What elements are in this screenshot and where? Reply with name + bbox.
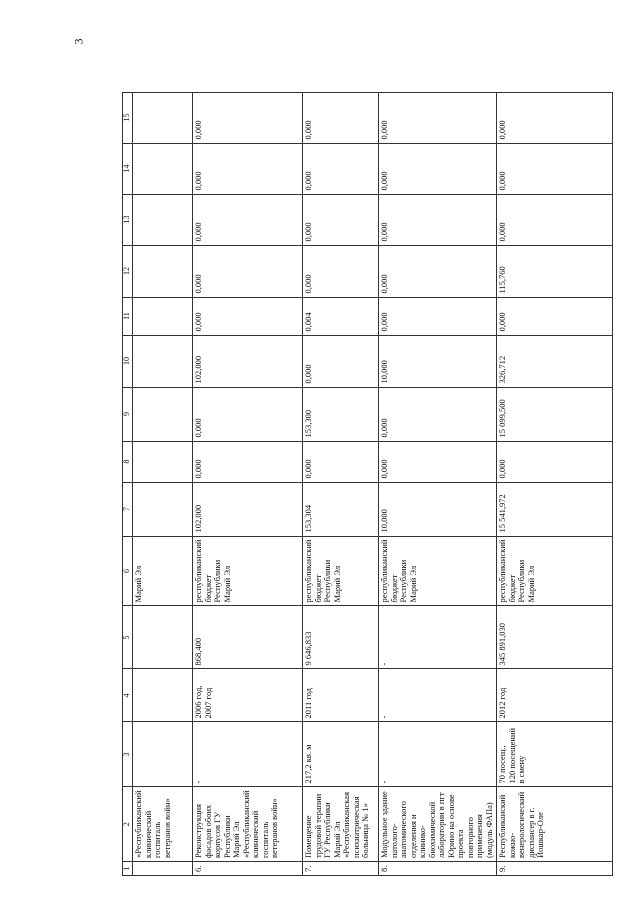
table-cell-col2: [303, 787, 379, 862]
cell-text: 102,000: [193, 355, 203, 384]
cell-text: 0,000: [193, 459, 203, 479]
table-cell-col14: [133, 143, 193, 194]
column-number-11: 11: [123, 297, 133, 335]
table-cell-col8: [133, 441, 193, 482]
table-body: [123, 92, 613, 875]
table-cell-col7: [133, 482, 193, 536]
table-cell-col9: [133, 387, 193, 441]
cell-text: -: [379, 662, 389, 666]
table-cell-col8: [303, 441, 379, 482]
table-cell-col15: [303, 92, 379, 143]
cell-text: -: [379, 715, 389, 719]
table-cell-col1: [303, 862, 379, 876]
cell-text: 2012 год: [497, 687, 508, 719]
table-cell-col11: [133, 297, 193, 335]
table-cell-col4: [303, 669, 379, 722]
column-number-1: 1: [123, 862, 133, 876]
cell-text: 2011 год: [303, 688, 313, 719]
table-cell-col11: [303, 297, 379, 335]
column-number-15: 15: [123, 92, 133, 143]
cell-text: Республиканский кожно-венерологический диспансер в г. Йошкар-Оле: [497, 791, 546, 858]
table-row: [497, 92, 613, 875]
table-cell-col5: [303, 606, 379, 669]
column-number-12: 12: [123, 245, 133, 297]
table-cell-col7: [497, 482, 613, 536]
cell-text: 0,000: [303, 274, 313, 294]
cell-text: 0,000: [193, 120, 203, 140]
cell-text: 0,000: [379, 459, 389, 479]
cell-text: 0,000: [497, 120, 508, 140]
cell-text: 0,000: [379, 274, 389, 294]
table-cell-col14: [497, 143, 613, 194]
table-cell-col3: [133, 722, 193, 787]
cell-text: 102,000: [193, 504, 203, 533]
cell-text: 0,000: [303, 459, 313, 479]
table-cell-col8: [497, 441, 613, 482]
cell-text: 15 099,500: [497, 399, 508, 438]
cell-text: 6.: [193, 865, 203, 872]
cell-text: республиканский бюджет Республики Марий Эл: [497, 539, 536, 603]
table-cell-col12: [133, 245, 193, 297]
table-cell-col6: [379, 536, 497, 606]
table-cell-col12: [497, 245, 613, 297]
table-cell-col1: [497, 862, 613, 876]
cell-text: 345 891,030: [497, 622, 508, 666]
table-cell-col4: [497, 669, 613, 722]
header-row: [123, 92, 133, 875]
cell-text: 2006 год, 2007 год: [193, 685, 213, 719]
cell-text: «Республиканский клинический госпиталь ветеранов войн»: [133, 790, 172, 858]
cell-text: 0,000: [497, 459, 508, 479]
table-cell-col1: [133, 862, 193, 876]
cell-text: 7.: [303, 865, 313, 872]
cell-text: 70 посещ., 120 посещений в смену: [497, 727, 527, 784]
table-cell-col5: [193, 606, 303, 669]
cell-text: 0,000: [303, 120, 313, 140]
column-number-2: 2: [123, 787, 133, 862]
table-cell-col10: [193, 335, 303, 387]
cell-text: республиканский бюджет Республики Марий Эл: [379, 539, 418, 603]
table-cell-col11: [497, 297, 613, 335]
table-cell-col6: [497, 536, 613, 606]
cell-text: 10,000: [379, 360, 389, 384]
table-cell-col2: [133, 787, 193, 862]
cell-text: 0,000: [303, 171, 313, 191]
column-number-10: 10: [123, 335, 133, 387]
table-cell-col14: [379, 143, 497, 194]
table-row: [193, 92, 303, 875]
cell-text: 0,000: [379, 120, 389, 140]
table-cell-col15: [193, 92, 303, 143]
cell-text: 15 541,972: [497, 494, 508, 533]
cell-text: республиканский бюджет Республики Марий Эл: [303, 539, 342, 603]
column-number-13: 13: [123, 194, 133, 245]
table-cell-col1: [193, 862, 303, 876]
cell-text: 153,300: [303, 409, 313, 438]
table-cell-col7: [379, 482, 497, 536]
cell-text: 9 646,833: [303, 631, 313, 666]
table-cell-col14: [303, 143, 379, 194]
column-number-3: 3: [123, 722, 133, 787]
budget-table: [122, 92, 613, 876]
cell-text: 153,304: [303, 504, 313, 533]
table-cell-col10: [303, 335, 379, 387]
table-cell-col6: [193, 536, 303, 606]
cell-text: 0,000: [379, 222, 389, 242]
table-cell-col10: [133, 335, 193, 387]
table-cell-col10: [379, 335, 497, 387]
table-cell-col3: [379, 722, 497, 787]
cell-text: 0,000: [193, 274, 203, 294]
table-row: [133, 92, 193, 875]
cell-text: 0,000: [379, 312, 389, 332]
table-cell-col13: [497, 194, 613, 245]
table-cell-col8: [193, 441, 303, 482]
table-cell-col11: [193, 297, 303, 335]
table-cell-col1: [379, 862, 497, 876]
column-number-14: 14: [123, 143, 133, 194]
cell-text: Марий Эл: [133, 565, 143, 603]
cell-text: 9.: [497, 865, 508, 872]
page-number: 3: [71, 38, 86, 45]
table-cell-col11: [379, 297, 497, 335]
table-cell-col5: [379, 606, 497, 669]
cell-text: республиканский бюджет Республики Марий Эл: [193, 539, 232, 603]
table-cell-col4: [133, 669, 193, 722]
table-cell-col12: [303, 245, 379, 297]
table-cell-col10: [497, 335, 613, 387]
table-cell-col13: [379, 194, 497, 245]
table-cell-col2: [497, 787, 613, 862]
table-cell-col6: [133, 536, 193, 606]
table-cell-col13: [133, 194, 193, 245]
column-number-8: 8: [123, 441, 133, 482]
cell-text: 868,400: [193, 637, 203, 666]
table-cell-col3: [497, 722, 613, 787]
cell-text: 326,712: [497, 355, 508, 384]
table-cell-col9: [303, 387, 379, 441]
table-cell-col13: [303, 194, 379, 245]
table-cell-col8: [379, 441, 497, 482]
table-cell-col7: [303, 482, 379, 536]
column-number-7: 7: [123, 482, 133, 536]
table-cell-col2: [193, 787, 303, 862]
table-cell-col7: [193, 482, 303, 536]
cell-text: 0,000: [497, 171, 508, 191]
table-cell-col9: [497, 387, 613, 441]
cell-text: -: [379, 780, 389, 784]
table-cell-col2: [379, 787, 497, 862]
cell-text: 8.: [379, 865, 389, 872]
cell-text: Модульное здание патолого-анатомического отделения и клинико-биохимической лаборатории в пгт Юрино на основе проекта повторного применения (модуль ФАПа): [379, 791, 494, 858]
cell-text: 0,000: [497, 222, 508, 242]
table-cell-col3: [193, 722, 303, 787]
cell-text: 0,004: [303, 312, 313, 332]
table-row: [379, 92, 497, 875]
cell-text: 0,000: [497, 312, 508, 332]
table-cell-col14: [193, 143, 303, 194]
cell-text: 10,000: [379, 509, 389, 533]
cell-text: 115,760: [497, 266, 508, 294]
table-cell-col15: [379, 92, 497, 143]
cell-text: 0,000: [379, 418, 389, 438]
table-row: [303, 92, 379, 875]
cell-text: 0,000: [193, 312, 203, 332]
cell-text: 0,000: [193, 171, 203, 191]
table-cell-col5: [497, 606, 613, 669]
cell-text: 0,000: [379, 171, 389, 191]
cell-text: Помещение трудовой терапии ГУ Республики Марий Эл «Республиканская психиатрическая больница № 1»: [303, 792, 371, 858]
table-cell-col3: [303, 722, 379, 787]
column-number-5: 5: [123, 606, 133, 669]
table-cell-col13: [193, 194, 303, 245]
cell-text: 217,2 кв. м: [303, 744, 313, 784]
table-cell-col15: [497, 92, 613, 143]
table-cell-col4: [193, 669, 303, 722]
cell-text: 0,000: [303, 222, 313, 242]
table-cell-col15: [133, 92, 193, 143]
cell-text: Реконструкция фасадов обоих корпусов ГУ Республики Марий Эл «Республиканский клинический госпиталь ветеранов войн»: [193, 790, 280, 858]
cell-text: 0,000: [303, 364, 313, 384]
cell-text: 0,000: [193, 418, 203, 438]
table-cell-col6: [303, 536, 379, 606]
column-number-9: 9: [123, 387, 133, 441]
table-cell-col12: [379, 245, 497, 297]
cell-text: -: [193, 780, 203, 784]
table-cell-col4: [379, 669, 497, 722]
column-number-6: 6: [123, 536, 133, 606]
column-number-4: 4: [123, 669, 133, 722]
table-cell-col5: [133, 606, 193, 669]
table-cell-col12: [193, 245, 303, 297]
cell-text: 0,000: [193, 222, 203, 242]
table-cell-col9: [193, 387, 303, 441]
table-cell-col9: [379, 387, 497, 441]
